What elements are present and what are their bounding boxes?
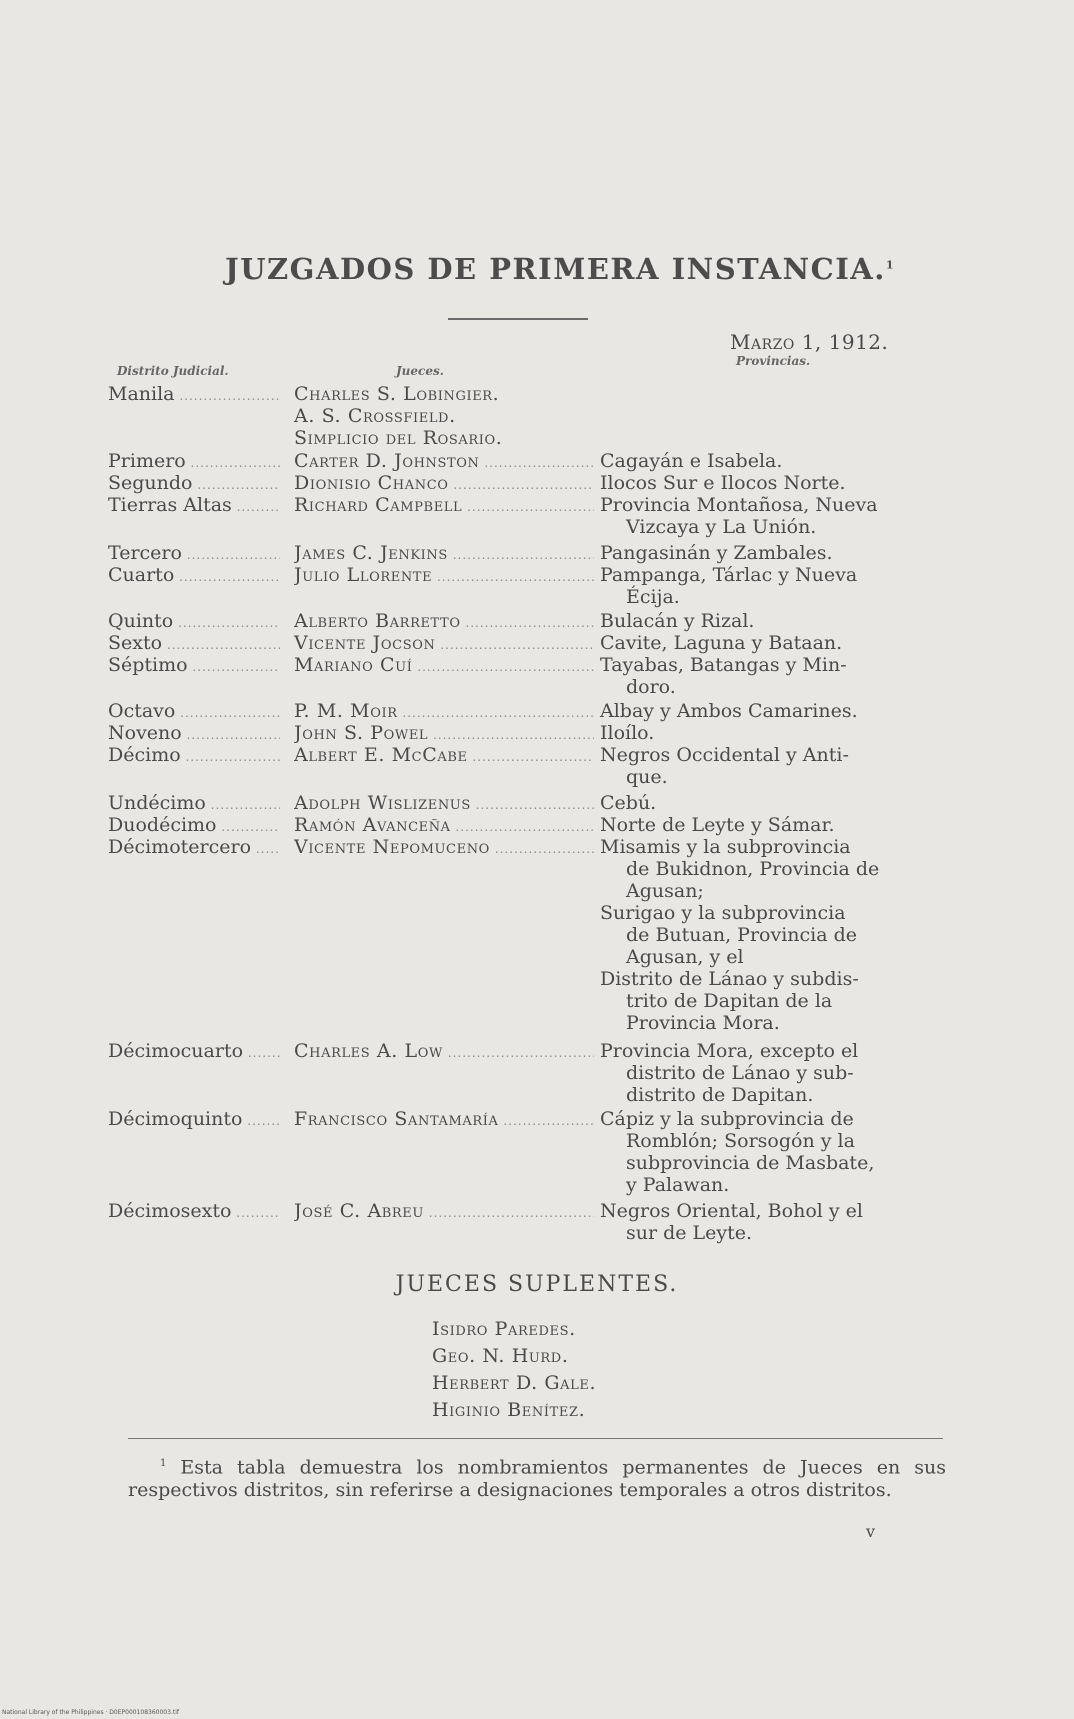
provinces-cell bbox=[600, 722, 938, 744]
footnote-mark: 1 bbox=[160, 1458, 167, 1469]
provinces-cell bbox=[600, 744, 938, 788]
district-name: Noveno ..... bbox=[108, 722, 280, 746]
province-line: Provincia Mora, excepto el bbox=[600, 1040, 859, 1062]
province-line: Provincia Mora. bbox=[626, 1012, 780, 1034]
district-name: Duodécimo ..... bbox=[108, 814, 280, 838]
provinces-cell bbox=[600, 610, 938, 632]
district-name: Tercero ..... bbox=[108, 542, 280, 566]
province-line: Provincia Montañosa, Nueva bbox=[600, 494, 878, 516]
province-line: distrito de Dapitan. bbox=[626, 1084, 814, 1106]
province-line: Negros Occidental y Anti- bbox=[600, 744, 849, 766]
province-line: sur de Leyte. bbox=[626, 1222, 753, 1244]
province-line: Negros Oriental, Bohol y el bbox=[600, 1200, 863, 1222]
district-name: Quinto ..... bbox=[108, 610, 280, 634]
province-line: subprovincia de Masbate, bbox=[626, 1152, 875, 1174]
judge-name: Richard Campbell ..... bbox=[294, 494, 594, 518]
judge-name: Vicente Nepomuceno ..... bbox=[294, 836, 594, 860]
judge-name: Mariano Cuí ..... bbox=[294, 654, 594, 678]
province-line: Albay y Ambos Camarines. bbox=[600, 700, 858, 722]
province-line: Écija. bbox=[626, 586, 680, 608]
judge-name: James C. Jenkins ..... bbox=[294, 542, 594, 566]
district-name: Segundo ..... bbox=[108, 472, 280, 496]
footnote-text: Esta tabla demuestra los nombramientos permanentes de Jueces en sus respectivos distritos, sin referirse a designaciones temporales a otros distritos. bbox=[128, 1456, 947, 1502]
page-number: v bbox=[866, 1522, 876, 1541]
provinces-cell bbox=[600, 1108, 938, 1196]
province-line: Romblón; Sorsogón y la bbox=[626, 1130, 855, 1152]
suplente-name: Higinio Benítez. bbox=[432, 1399, 586, 1421]
judge-name: Charles A. Low ..... bbox=[294, 1040, 594, 1064]
judge-name: Vicente Jocson ..... bbox=[294, 632, 594, 656]
province-line: Surigao y la subprovincia bbox=[600, 902, 846, 924]
judge-name: Julio Llorente ..... bbox=[294, 564, 594, 588]
province-line: trito de Dapitan de la bbox=[626, 990, 833, 1012]
province-line: Pangasinán y Zambales. bbox=[600, 542, 833, 564]
title-rule bbox=[448, 318, 588, 320]
suplentes-title: JUECES SUPLENTES. bbox=[395, 1272, 679, 1297]
province-line: y Palawan. bbox=[626, 1174, 730, 1196]
province-line: Cagayán e Isabela. bbox=[600, 450, 783, 472]
header-provinces: Provincias. bbox=[736, 354, 811, 368]
provinces-cell bbox=[600, 792, 938, 814]
scan-credit: National Library of the Philippines · D0EP000108360003.tif bbox=[2, 1709, 179, 1716]
judge-name: Carter D. Johnston ..... bbox=[294, 450, 594, 474]
provinces-cell bbox=[600, 632, 938, 654]
judge-name: Francisco Santamaría ..... bbox=[294, 1108, 594, 1132]
judge-name: Dionisio Chanco ..... bbox=[294, 472, 594, 496]
date: Marzo 1, 1912. bbox=[730, 330, 889, 354]
provinces-cell bbox=[600, 1200, 938, 1244]
suplente-name: Isidro Paredes. bbox=[432, 1318, 576, 1340]
province-line: Norte de Leyte y Sámar. bbox=[600, 814, 835, 836]
province-line: que. bbox=[626, 766, 668, 788]
provinces-cell bbox=[600, 1040, 938, 1106]
province-line: Tayabas, Batangas y Min- bbox=[600, 654, 847, 676]
province-line: de Bukidnon, Provincia de bbox=[626, 858, 880, 880]
district-name: Undécimo ..... bbox=[108, 792, 280, 816]
province-line: Pampanga, Tárlac y Nueva bbox=[600, 564, 858, 586]
provinces-cell bbox=[600, 836, 938, 1034]
district-name: Primero ..... bbox=[108, 450, 280, 474]
district-name: Sexto ..... bbox=[108, 632, 280, 656]
judge-name: P. M. Moir ..... bbox=[294, 700, 594, 724]
provinces-cell bbox=[600, 542, 938, 564]
district-name: Manila ..... bbox=[108, 383, 280, 407]
judge-name: John S. Powel ..... bbox=[294, 722, 594, 746]
district-name: Décimotercero ..... bbox=[108, 836, 280, 860]
province-line: Iloílo. bbox=[600, 722, 655, 744]
provinces-cell bbox=[600, 472, 938, 494]
district-name: Séptimo ..... bbox=[108, 654, 280, 678]
provinces-cell bbox=[600, 814, 938, 836]
header-judges: Jueces. bbox=[396, 364, 444, 378]
province-line: distrito de Lánao y sub- bbox=[626, 1062, 854, 1084]
provinces-cell bbox=[600, 494, 938, 538]
province-line: Cápiz y la subprovincia de bbox=[600, 1108, 854, 1130]
province-line: Distrito de Lánao y subdis- bbox=[600, 968, 859, 990]
judge-name: A. S. Crossfield. bbox=[294, 405, 456, 427]
province-line: Ilocos Sur e Ilocos Norte. bbox=[600, 472, 846, 494]
provinces-cell bbox=[600, 564, 938, 608]
province-line: Vizcaya y La Unión. bbox=[626, 516, 817, 538]
judge-name: Ramón Avanceña ..... bbox=[294, 814, 594, 838]
district-name: Tierras Altas ..... bbox=[108, 494, 280, 518]
suplente-name: Herbert D. Gale. bbox=[432, 1372, 597, 1394]
provinces-cell bbox=[600, 700, 938, 722]
judge-name: Alberto Barretto ..... bbox=[294, 610, 594, 634]
district-name: Décimocuarto ..... bbox=[108, 1040, 280, 1064]
judge-name: Charles S. Lobingier. bbox=[294, 383, 500, 405]
suplente-name: Geo. N. Hurd. bbox=[432, 1345, 569, 1367]
province-line: Agusan; bbox=[626, 880, 704, 902]
judge-name: Adolph Wislizenus ..... bbox=[294, 792, 594, 816]
province-line: Bulacán y Rizal. bbox=[600, 610, 755, 632]
province-line: doro. bbox=[626, 676, 676, 698]
title-footnote-mark: 1 bbox=[885, 258, 896, 272]
footnote bbox=[128, 1452, 946, 1502]
district-name: Octavo ..... bbox=[108, 700, 280, 724]
district-name: Cuarto ..... bbox=[108, 564, 280, 588]
provinces-cell bbox=[600, 654, 938, 698]
province-line: Cavite, Laguna y Bataan. bbox=[600, 632, 843, 654]
province-line: Cebú. bbox=[600, 792, 657, 814]
judge-name: Albert E. McCabe ..... bbox=[294, 744, 594, 768]
header-district: Distrito Judicial. bbox=[117, 364, 229, 378]
province-line: Misamis y la subprovincia bbox=[600, 836, 851, 858]
district-name: Décimosexto ..... bbox=[108, 1200, 280, 1224]
judge-name: José C. Abreu ..... bbox=[294, 1200, 594, 1224]
page-title: JUZGADOS DE PRIMERA INSTANCIA.$^1$ bbox=[225, 252, 896, 286]
footnote-rule bbox=[128, 1438, 943, 1439]
district-name: Décimoquinto ..... bbox=[108, 1108, 280, 1132]
judge-name: Simplicio del Rosario. bbox=[294, 427, 503, 449]
province-line: Agusan, y el bbox=[626, 946, 744, 968]
district-name: Décimo ..... bbox=[108, 744, 280, 768]
provinces-cell bbox=[600, 450, 938, 472]
province-line: de Butuan, Provincia de bbox=[626, 924, 858, 946]
